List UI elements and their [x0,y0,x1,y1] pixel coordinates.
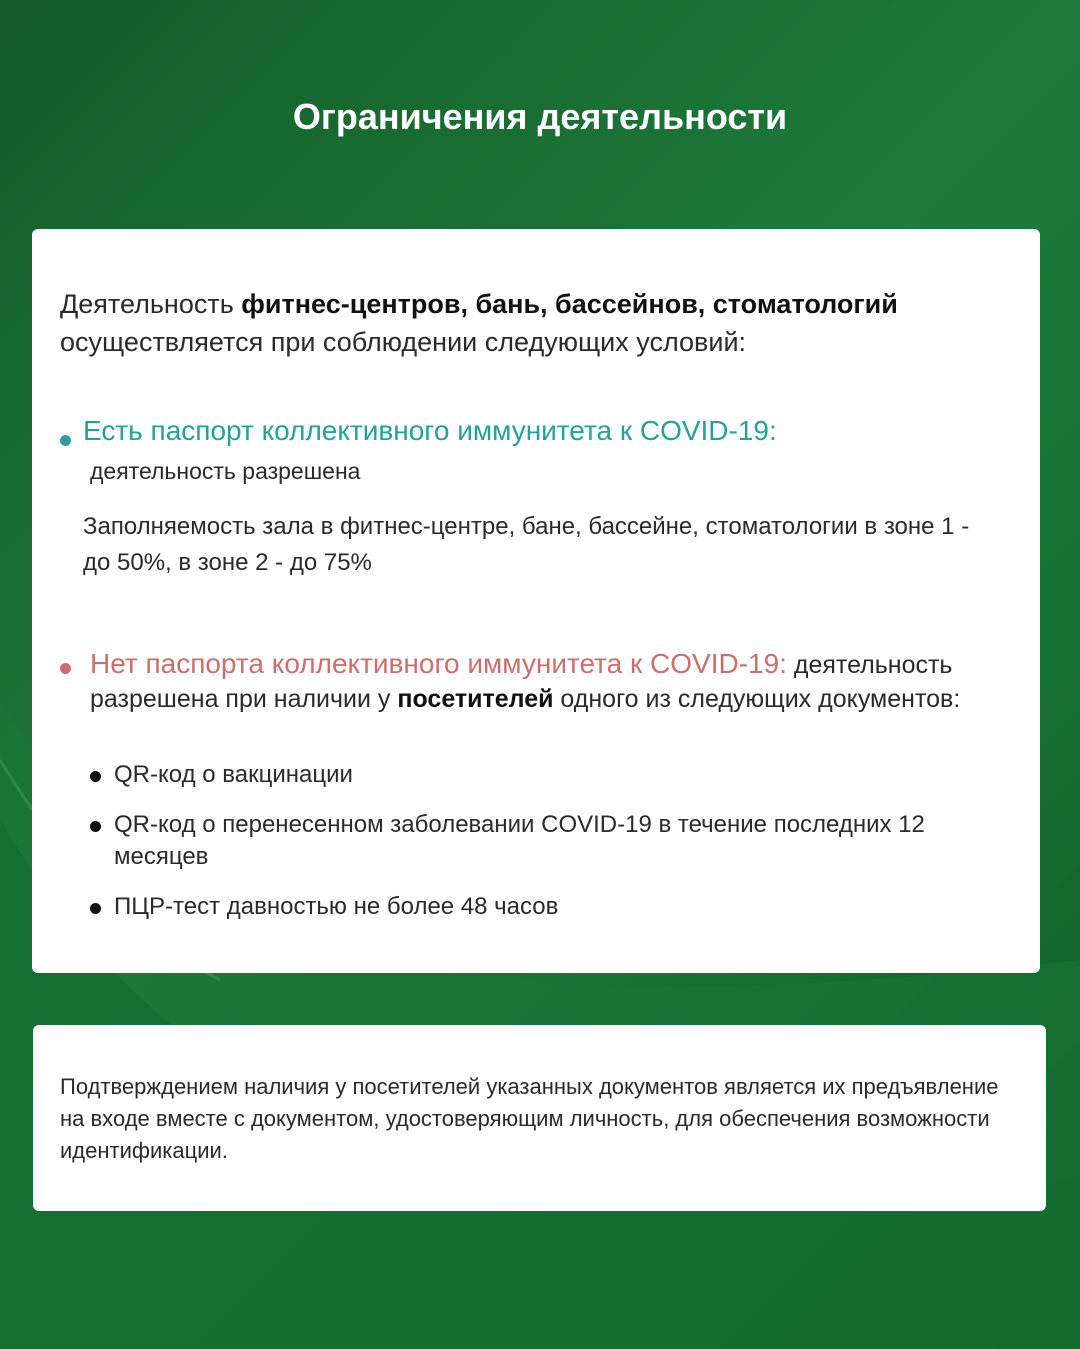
teal-bullet-icon [60,435,71,446]
without-passport-text-before: деятельность разрешена при наличии у [90,651,953,713]
bullet-icon [90,903,101,914]
without-passport-heading: Нет паспорта коллективного иммунитета к COVID-19: [90,648,787,679]
list-item [88,891,988,923]
intro-rest: осуществляется при соблюдении следующих условий: [60,327,747,357]
note-text: Подтверждением наличия у посетителей указанных документов является их предъявление на входе вместе с документом, удостоверяющим личность, для обеспечения возможности идентификации. [60,1074,999,1163]
with-passport-heading: Есть паспорт коллективного иммунитета к COVID-19: [83,415,777,446]
without-passport-text-after: одного из следующих документов: [553,685,961,713]
bullet-icon [90,821,101,832]
intro-lead: Деятельность [60,289,242,319]
intro-paragraph [60,285,1000,361]
intro-bold: фитнес-центров, бань, бассейнов, стоматологий [241,289,898,319]
list-item [88,809,988,873]
rose-bullet-icon [60,663,71,674]
conditions-card [32,229,1040,973]
occupancy-text: Заполняемость зала в фитнес-центре, бане, бассейне, стоматологии в зоне 1 - до 50%, в зоне 2 - до 75% [83,513,970,576]
with-passport-status: деятельность разрешена [90,458,361,484]
document-label: QR-код о перенесенном заболевании COVID-19 в течение последних 12 месяцев [114,811,925,870]
visitors-bold: посетителей [397,685,554,713]
page-title: Ограничения деятельности [292,96,788,137]
documents-list [88,759,988,923]
bullet-icon [90,771,101,782]
document-label: QR-код о вакцинации [114,761,353,788]
without-passport-paragraph [90,647,1030,716]
document-label: ПЦР-тест давностью не более 48 часов [114,893,559,920]
list-item [88,759,988,791]
note-card [33,1025,1046,1211]
